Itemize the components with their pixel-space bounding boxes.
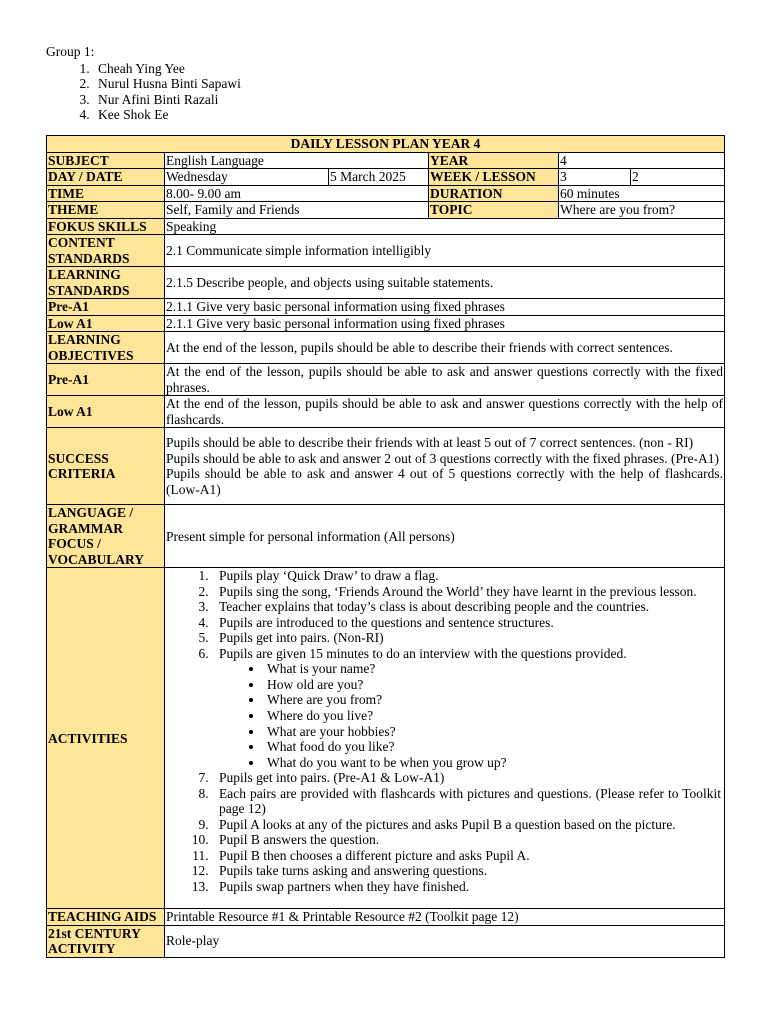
- pre-a1-standard-value: 2.1.1 Give very basic personal information using fixed phrases: [165, 299, 725, 316]
- objectives-label: LEARNING OBJECTIVES: [47, 332, 165, 364]
- objectives-value: At the end of the lesson, pupils should be able to describe their friends with correct sentences.: [165, 332, 725, 364]
- activity-item: 4. Pupils are introduced to the questions and sentence structures.: [212, 615, 721, 631]
- low-a1-objective-label: Low A1: [47, 396, 165, 428]
- question-item: • What is your name?: [264, 661, 721, 677]
- day-date-label: DAY / DATE: [47, 169, 165, 186]
- skills-label: FOKUS SKILLS: [47, 218, 165, 235]
- activity-item: [212, 646, 721, 770]
- activities-label: ACTIVITIES: [47, 568, 165, 909]
- time-label: TIME: [47, 185, 165, 202]
- question-item: • Where are you from?: [264, 692, 721, 708]
- activity-item: 8. Each pairs are provided with flashcards with pictures and questions. (Please refer to Toolkit page 12): [212, 786, 721, 817]
- topic-label: TOPIC: [429, 202, 559, 219]
- question-item: • Where do you live?: [264, 708, 721, 724]
- activity-item: 11. Pupil B then chooses a different picture and asks Pupil A.: [212, 848, 721, 864]
- activity-item: 12. Pupils take turns asking and answering questions.: [212, 863, 721, 879]
- theme-label: THEME: [47, 202, 165, 219]
- time-value: 8.00- 9.00 am: [165, 185, 429, 202]
- low-a1-standard-label: Low A1: [47, 315, 165, 332]
- success-criterion: Pupils should be able to describe their friends with at least 5 out of 7 correct sentences. (non - RI): [166, 435, 694, 451]
- week-value: 3: [559, 169, 631, 186]
- success-criterion: Pupils should be able to ask and answer 2 out of 3 questions correctly with the fixed phrases. (Pre-A1): [166, 450, 720, 466]
- activity-item: 1. Pupils play ‘Quick Draw’ to draw a flag.: [212, 568, 721, 584]
- member-item: 2. Nurul Husna Binti Sapawi: [93, 76, 241, 92]
- low-a1-standard-value: 2.1.1 Give very basic personal information using fixed phrases: [165, 315, 725, 332]
- teaching-aids-label: TEACHING AIDS: [47, 909, 165, 926]
- activities-value: [165, 568, 725, 909]
- question-item: • How old are you?: [264, 677, 721, 693]
- activity-item: 10. Pupil B answers the question.: [212, 832, 721, 848]
- year-label: YEAR: [429, 152, 559, 169]
- lesson-plan-table: [46, 135, 725, 958]
- activity-item: 9. Pupil A looks at any of the pictures and asks Pupil B a question based on the picture.: [212, 817, 721, 833]
- learning-standards-value: 2.1.5 Describe people, and objects using suitable statements.: [165, 267, 725, 299]
- pre-a1-standard-label: Pre-A1: [47, 299, 165, 316]
- success-criteria-value: [165, 428, 725, 505]
- member-list: [46, 61, 241, 123]
- success-criteria-label: SUCCESS CRITERIA: [47, 428, 165, 505]
- learning-standards-label: LEARNING STANDARDS: [47, 267, 165, 299]
- subject-label: SUBJECT: [47, 152, 165, 169]
- pre-a1-objective-label: Pre-A1: [47, 364, 165, 396]
- activity-item-text: Pupils are given 15 minutes to do an interview with the questions provided.: [219, 645, 627, 661]
- duration-value: 60 minutes: [559, 185, 725, 202]
- skills-value: Speaking: [165, 218, 725, 235]
- question-item: • What food do you like?: [264, 739, 721, 755]
- duration-label: DURATION: [429, 185, 559, 202]
- year-value: 4: [559, 152, 725, 169]
- content-standards-label: CONTENT STANDARDS: [47, 235, 165, 267]
- theme-value: Self, Family and Friends: [165, 202, 429, 219]
- group-title: Group 1:: [46, 44, 95, 59]
- question-item: • What are your hobbies?: [264, 724, 721, 740]
- question-list: [219, 661, 721, 770]
- grammar-value: Present simple for personal information (All persons): [165, 505, 725, 568]
- low-a1-objective-value: At the end of the lesson, pupils should be able to ask and answer questions correctly with the help of flashcards.: [166, 396, 724, 427]
- member-item: 3. Nur Afini Binti Razali: [93, 92, 241, 108]
- member-item: 1. Cheah Ying Yee: [93, 61, 241, 77]
- question-item: • What do you want to be when you grow up?: [264, 755, 721, 771]
- grammar-label: LANGUAGE / GRAMMAR FOCUS / VOCABULARY: [47, 505, 165, 568]
- activity-item: 13. Pupils swap partners when they have finished.: [212, 879, 721, 895]
- content-standards-value: 2.1 Communicate simple information intelligibly: [165, 235, 725, 267]
- activity-item: 2. Pupils sing the song, ‘Friends Around the World’ they have learnt in the previous lesson.: [212, 584, 721, 600]
- group-members: [46, 44, 241, 123]
- member-item: 4. Kee Shok Ee: [93, 107, 241, 123]
- century-activity-value: Role-play: [165, 925, 725, 957]
- date-value: 5 March 2025: [329, 169, 429, 186]
- activity-list: [166, 568, 723, 908]
- activity-item: 3. Teacher explains that today’s class is about describing people and the countries.: [212, 599, 721, 615]
- subject-value: English Language: [165, 152, 429, 169]
- pre-a1-objective-value: At the end of the lesson, pupils should be able to ask and answer questions correctly with the fixed phrases.: [166, 364, 724, 395]
- activity-item: 5. Pupils get into pairs. (Non-RI): [212, 630, 721, 646]
- activity-item: 7. Pupils get into pairs. (Pre-A1 & Low-A1): [212, 770, 721, 786]
- century-activity-label: 21st CENTURY ACTIVITY: [47, 925, 165, 957]
- week-lesson-label: WEEK / LESSON: [429, 169, 559, 186]
- plan-title: DAILY LESSON PLAN YEAR 4: [47, 136, 725, 153]
- topic-value: Where are you from?: [559, 202, 725, 219]
- day-value: Wednesday: [165, 169, 329, 186]
- success-criterion: Pupils should be able to ask and answer 4 out of 5 questions correctly with the help of flashcards. (Low-A1): [166, 466, 724, 497]
- teaching-aids-value: Printable Resource #1 & Printable Resource #2 (Toolkit page 12): [165, 909, 725, 926]
- lesson-value: 2: [631, 169, 725, 186]
